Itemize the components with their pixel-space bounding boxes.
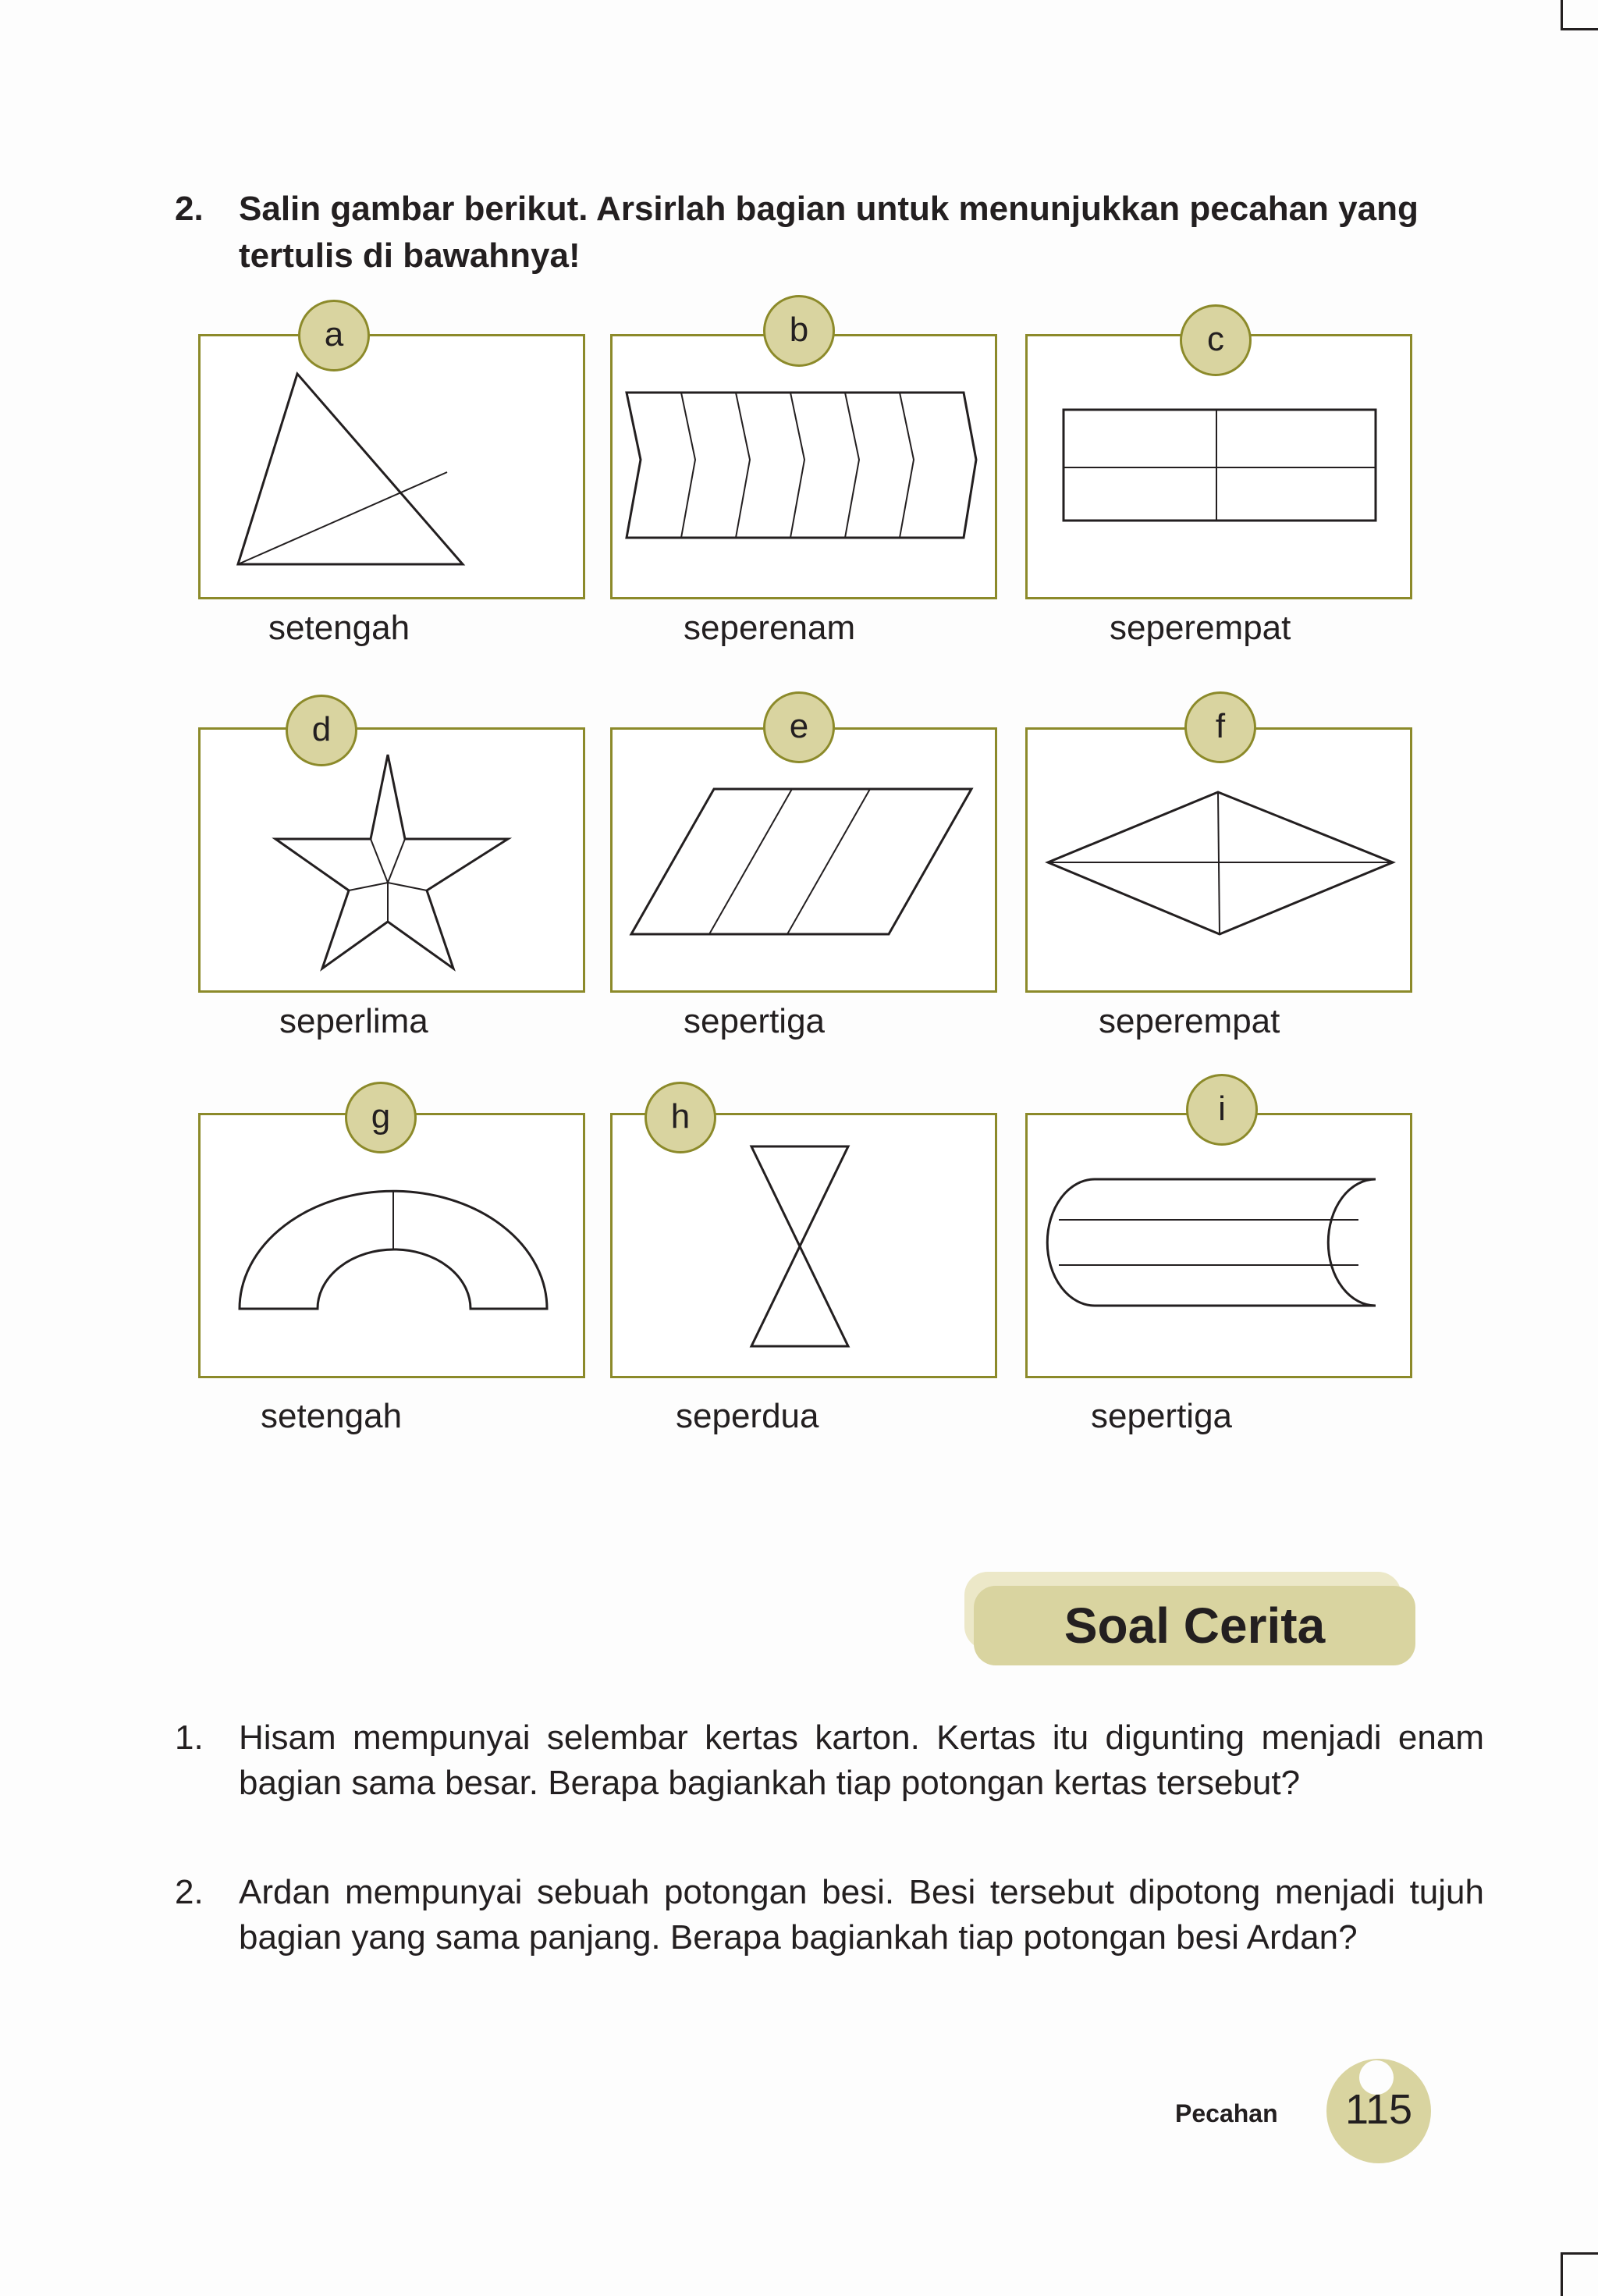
parallelogram-shape [613, 730, 995, 990]
hourglass-shape [613, 1115, 995, 1376]
figure-g-caption: setengah [261, 1397, 403, 1435]
figure-i-frame [1025, 1113, 1412, 1378]
figure-g-frame [198, 1113, 585, 1378]
page-number: 115 [1344, 2086, 1413, 2133]
question-number: 2. [175, 190, 204, 228]
figure-a-frame [198, 334, 585, 599]
crop-mark [1561, 0, 1563, 30]
figure-e-caption: sepertiga [684, 1002, 826, 1040]
rhombus-shape [1028, 730, 1410, 990]
figure-i-badge: i [1186, 1074, 1258, 1146]
figure-h-badge: h [645, 1082, 716, 1153]
figure-e-frame [610, 727, 997, 993]
figure-g-badge: g [345, 1082, 417, 1153]
star-shape [201, 730, 583, 990]
figure-f-badge: f [1184, 691, 1256, 763]
cylinder-shape [1028, 1115, 1410, 1376]
figure-a-badge: a [298, 300, 370, 371]
figure-e-badge: e [763, 691, 835, 763]
story-problem-number: 1. [175, 1718, 204, 1757]
figure-a-caption: setengah [268, 609, 410, 647]
crop-mark [1561, 2252, 1563, 2296]
crop-mark [1561, 2252, 1598, 2255]
story-problem-text: Hisam mempunyai selembar kertas karton. Kertas itu digunting menjadi enam bagian sama besar. Berapa bagiankah tiap potongan kertas tersebut? [239, 1718, 1484, 1802]
arch-shape [201, 1115, 583, 1376]
figure-h-frame [610, 1113, 997, 1378]
figure-b-badge: b [763, 295, 835, 367]
figure-f-caption: seperempat [1099, 1002, 1280, 1040]
story-problem-number: 2. [175, 1873, 204, 1911]
chevrons-shape [613, 336, 995, 597]
crop-mark [1561, 28, 1598, 30]
section-title: Soal Cerita [974, 1586, 1415, 1665]
figure-b-caption: seperenam [684, 609, 856, 647]
story-problem-text: Ardan mempunyai sebuah potongan besi. Besi tersebut dipotong menjadi tujuh bagian yang sama panjang. Berapa bagiankah tiap potongan besi Ardan? [239, 1873, 1484, 1957]
figure-f-frame [1025, 727, 1412, 993]
figure-b-frame [610, 334, 997, 599]
figure-c-caption: seperempat [1110, 609, 1291, 647]
figure-d-badge: d [286, 695, 357, 766]
footer-chapter: Pecahan [1175, 2099, 1278, 2127]
figure-c-badge: c [1180, 304, 1252, 376]
figure-d-frame [198, 727, 585, 993]
figure-d-caption: seperlima [279, 1002, 428, 1040]
figure-i-caption: sepertiga [1091, 1397, 1233, 1435]
triangle-shape [201, 336, 583, 597]
question-text: Salin gambar berikut. Arsirlah bagian untuk menunjukkan pecahan yang tertulis di bawahnya! [239, 190, 1419, 275]
figure-h-caption: seperdua [676, 1397, 819, 1435]
